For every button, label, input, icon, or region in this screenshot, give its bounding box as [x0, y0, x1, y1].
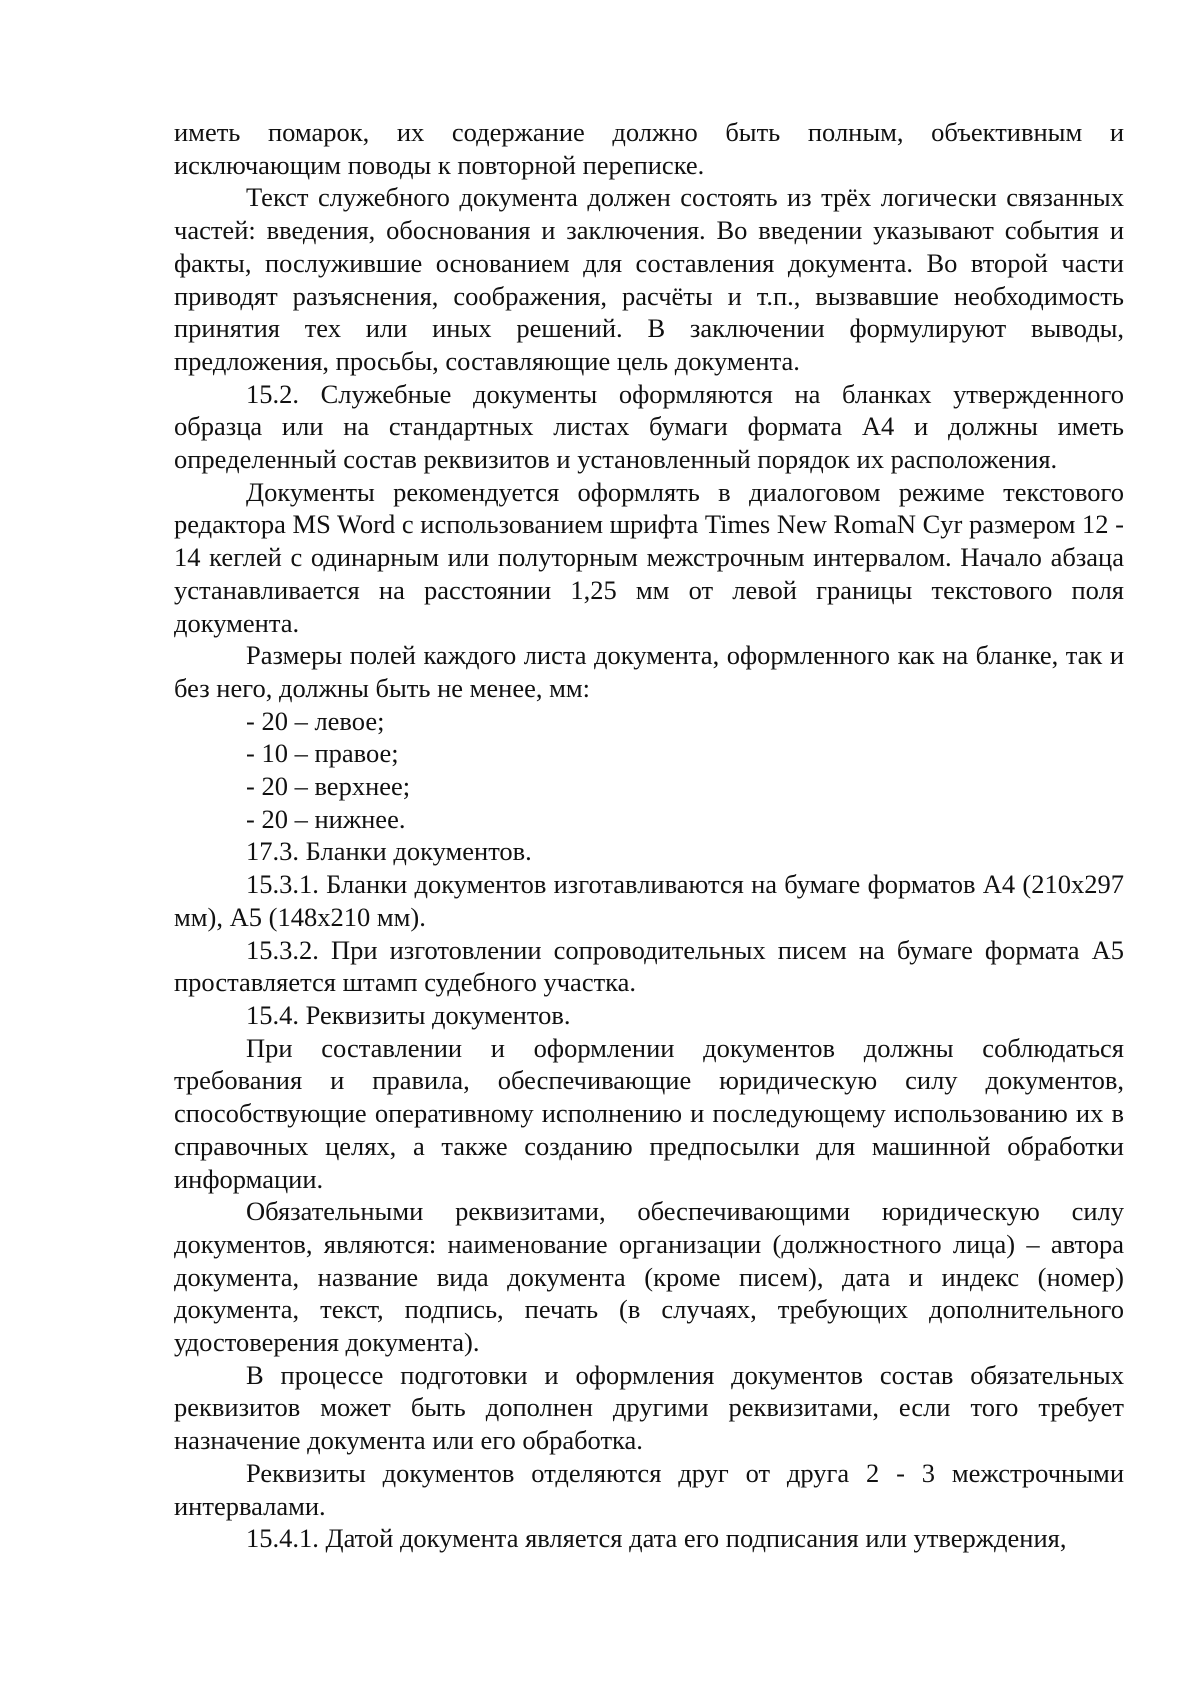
list-item-right-margin: - 10 – правое; [246, 738, 399, 769]
paragraph-section-15-3-1: 15.3.1. Бланки документов изготавливаются на бумаге форматов А4 (210х297 мм), А5 (148х210 мм). [174, 869, 1124, 932]
list-item-bottom-margin: - 20 – нижнее. [246, 803, 406, 834]
list-item-left-margin: - 20 – левое; [246, 705, 385, 736]
paragraph-requirements: При составлении и оформлении документов должны соблюдаться требования и правила, обеспечивающие юридическую силу документов, способствующие оперативному исполнению и последующему использованию их в справочных целях, а также созданию предпосылки для машинной обработки информации. [174, 1032, 1124, 1194]
paragraph-section-15-2: 15.2. Служебные документы оформляются на бланках утвержденного образца или на стандартных листах бумаги формата А4 и должны иметь определенный состав реквизитов и установленный порядок их расположения. [174, 378, 1124, 475]
section-heading-17-3: 17.3. Бланки документов. [246, 836, 532, 867]
paragraph-section-15-3-2: 15.3.2. При изготовлении сопроводительных писем на бумаге формата А5 проставляется штамп судебного участка. [174, 934, 1124, 998]
section-heading-15-4: 15.4. Реквизиты документов. [246, 999, 571, 1030]
paragraph-text-structure: Текст служебного документа должен состоять из трёх логически связанных частей: введения, обоснования и заключения. Во введении указывают события и факты, послужившие основанием для составления документа. Во второй части приводят разъяснения, соображения, расчёты и т.п., вызвавшие необходимость принятия тех или иных решений. В заключении формулируют выводы, предложения, просьбы, составляющие цель документа. [174, 182, 1124, 376]
paragraph-additional-requisites: В процессе подготовки и оформления документов состав обязательных реквизитов может быть дополнен другими реквизитами, если того требует назначение документа или его обработка. [174, 1359, 1124, 1456]
paragraph-ms-word: Документы рекомендуется оформлять в диалоговом режиме текстового редактора MS Word с использованием шрифта Times New RomaN Cyr размером 12 - 14 кеглей с одинарным или полуторным межстрочным интервалом. Начало абзаца устанавливается на расстоянии 1,25 мм от левой границы текстового поля документа. [174, 476, 1124, 638]
paragraph-continuation: иметь помарок, их содержание должно быть полным, объективным и исключающим поводы к повторной переписке. [174, 117, 1124, 180]
paragraph-requisite-spacing: Реквизиты документов отделяются друг от друга 2 - 3 межстрочными интервалами. [174, 1457, 1124, 1521]
paragraph-mandatory-requisites: Обязательными реквизитами, обеспечивающими юридическую силу документов, являются: наименование организации (должностного лица) – автора документа, название вида документа (кроме писем), дата и индекс (номер) документа, текст, подпись, печать (в случаях, требующих дополнительного удостоверения документа). [174, 1196, 1124, 1358]
paragraph-margins: Размеры полей каждого листа документа, оформленного как на бланке, так и без него, должны быть не менее, мм: [174, 640, 1124, 703]
list-item-top-margin: - 20 – верхнее; [246, 771, 411, 802]
document-body [174, 116, 1124, 1555]
paragraph-section-15-4-1: 15.4.1. Датой документа является дата его подписания или утверждения, [246, 1523, 1067, 1554]
